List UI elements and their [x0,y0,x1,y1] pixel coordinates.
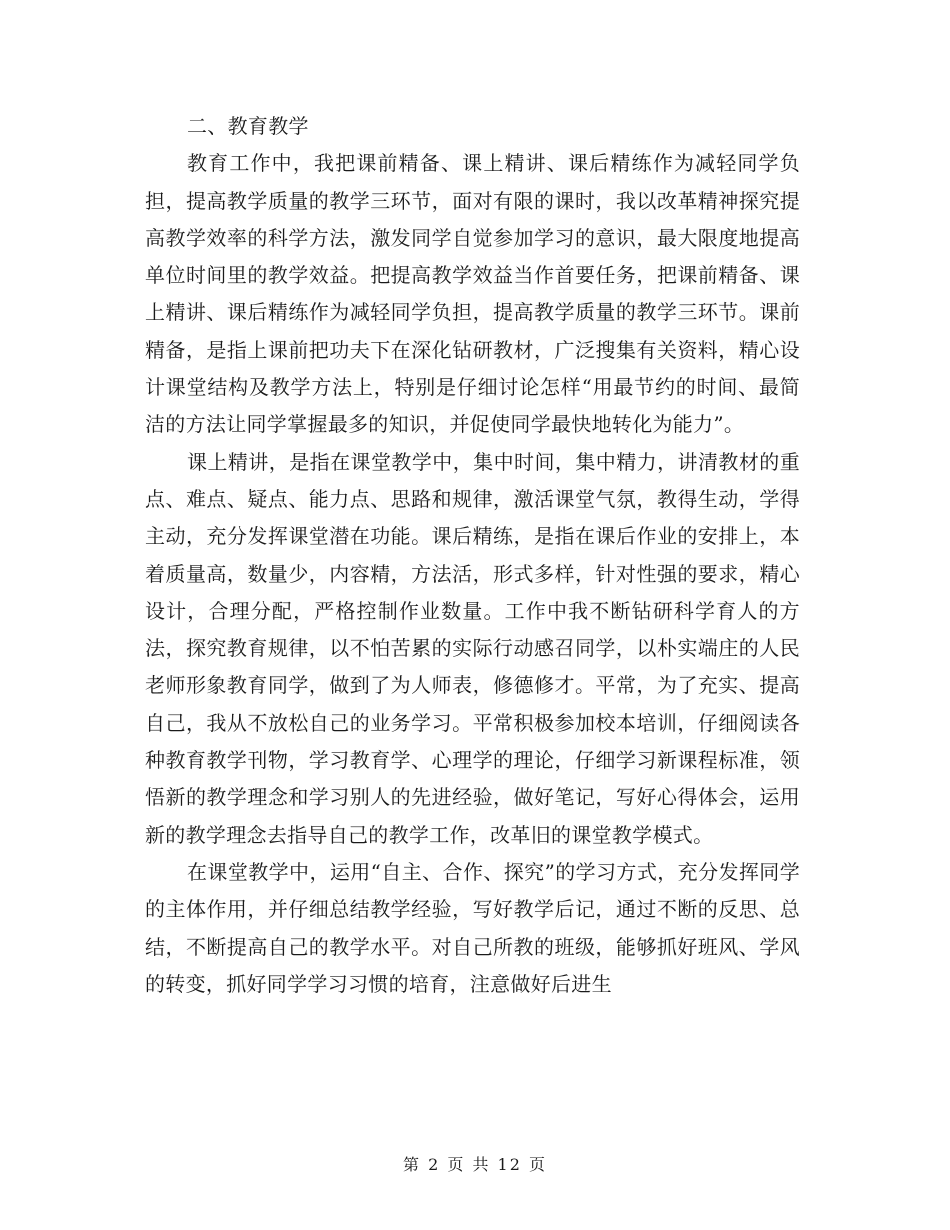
paragraph-2: 课上精讲，是指在课堂教学中，集中时间，集中精力，讲清教材的重点、难点、疑点、能力点、思路和规律，激活课堂气氛，教得生动，学得主动，充分发挥课堂潜在功能。课后精练，是指在课后作业的安排上，本着质量高，数量少，内容精，方法活，形式多样，针对性强的要求，精心设计，合理分配，严格控制作业数量。工作中我不断钻研科学育人的方法，探究教育规律，以不怕苦累的实际行动感召同学，以朴实端庄的人民老师形象教育同学，做到了为人师表，修德修才。平常，为了充实、提高自己，我从不放松自己的业务学习。平常积极参加校本培训，仔细阅读各种教育教学刊物，学习教育学、心理学的理论，仔细学习新课程标准，领悟新的教学理念和学习别人的先进经验，做好笔记，写好心得体会，运用新的教学理念去指导自己的教学工作，改革旧的课堂教学模式。 [145,449,800,847]
section-heading: 二、教育教学 [187,114,309,138]
paragraph-1: 教育工作中，我把课前精备、课上精讲、课后精练作为减轻同学负担，提高教学质量的教学三环节，面对有限的课时，我以改革精神探究提高教学效率的科学方法，激发同学自觉参加学习的意识，最大限度地提高单位时间里的教学效益。把提高教学效益当作首要任务，把课前精备、课上精讲、课后精练作为减轻同学负担，提高教学质量的教学三环节。课前精备，是指上课前把功夫下在深化钻研教材，广泛搜集有关资料，精心设计课堂结构及教学方法上，特别是仔细讨论怎样“用最节约的时间、最简洁的方法让同学掌握最多的知识，并促使同学最快地转化为能力”。 [145,151,800,437]
paragraph-3: 在课堂教学中，运用“自主、合作、探究”的学习方式，充分发挥同学的主体作用，并仔细总结教学经验，写好教学后记，通过不断的反思、总结，不断提高自己的教学水平。对自己所教的班级，能够抓好班风、学风的转变，抓好同学学习习惯的培育，注意做好后进生 [145,859,800,996]
document-body [145,108,800,1003]
page-number-footer: 第 2 页 共 12 页 [403,1155,547,1174]
